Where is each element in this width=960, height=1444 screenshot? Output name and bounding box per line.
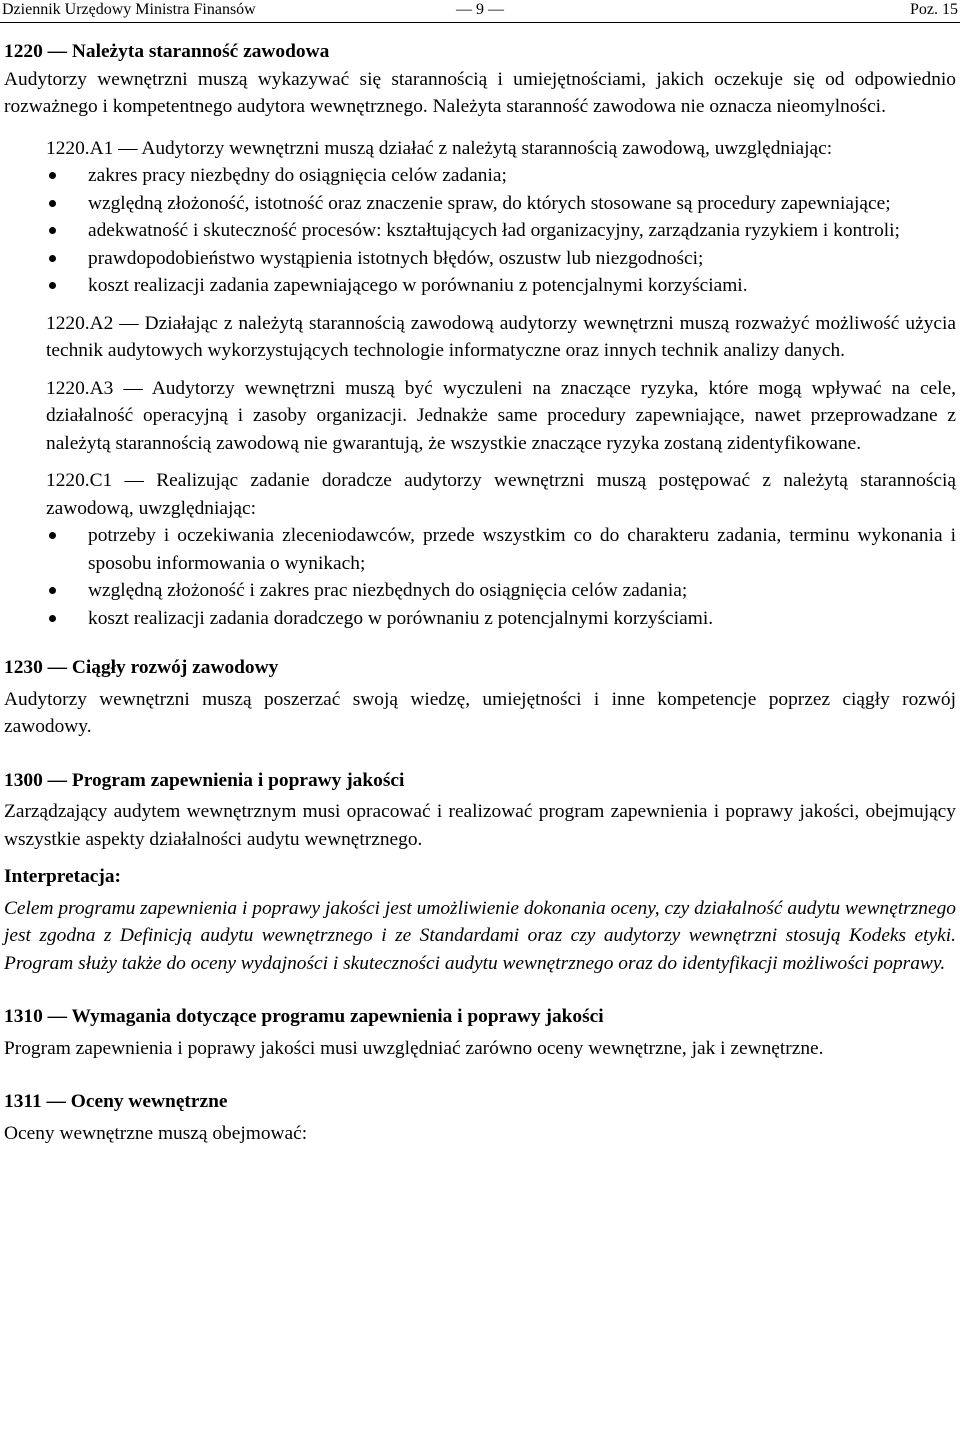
page-number: — 9 — xyxy=(456,1,504,18)
interpretation-label: Interpretacja: xyxy=(4,866,122,887)
standard-1220-a3 xyxy=(4,375,956,458)
section-text-1220: Audytorzy wewnętrzni muszą wykazywać się starannością i umiejętnościami, jakich oczekuje się od odpowiednio rozważnego i kompetentnego audytora wewnętrznego. Należyta staranność zawodowa nie oznacza nieomylności. xyxy=(4,68,956,117)
list-item: prawdopodobieństwo wystąpienia istotnych błędów, oszustw lub niezgodności; xyxy=(4,245,956,273)
journal-title: Dziennik Urzędowy Ministra Finansów xyxy=(2,1,256,18)
standard-1220-a2 xyxy=(4,310,956,365)
bullet-icon xyxy=(49,282,56,289)
position-number: Poz. 15 xyxy=(910,1,958,18)
standard-1220-c1 xyxy=(4,467,956,522)
document-body xyxy=(4,38,956,1147)
standard-text: — Działając z należytą starannością zawodową audytorzy wewnętrzni muszą rozważyć możliwość użycia technik audytowych wykorzystujących technologie informatyczne oraz innych technik analizy danych. xyxy=(46,312,956,361)
bullet-icon xyxy=(49,587,56,594)
list-item: względną złożoność i zakres prac niezbędnych do osiągnięcia celów zadania; xyxy=(4,577,956,605)
section-heading-1310: 1310 — Wymagania dotyczące programu zapewnienia i poprawy jakości xyxy=(4,1006,604,1027)
standard-code: 1220.A3 xyxy=(46,377,114,399)
bullet-list-1220-c1 xyxy=(4,522,956,632)
bullet-icon xyxy=(49,200,56,207)
list-item: adekwatność i skuteczność procesów: kształtujących ład organizacyjny, zarządzania ryzykiem i kontroli; xyxy=(4,217,956,245)
standard-text: — Audytorzy wewnętrzni muszą działać z należytą starannością zawodową, uwzględniając: xyxy=(113,137,833,159)
interpretation-text: Celem programu zapewnienia i poprawy jakości jest umożliwienie dokonania oceny, czy działalność audytu wewnętrznego jest zgodna z Definicją audytu wewnętrznego i ze Standardami oraz czy audytorzy wewnętrzni stosują Kodeks etyki. Program służy także do oceny wydajności i skuteczności audytu wewnętrznego oraz do identyfikacji możliwości poprawy. xyxy=(4,897,956,974)
standard-1220-a1 xyxy=(4,135,956,163)
list-item: względną złożoność, istotność oraz znaczenie spraw, do których stosowane są procedury zapewniające; xyxy=(4,190,956,218)
standard-text: — Audytorzy wewnętrzni muszą być wyczuleni na znaczące ryzyka, które mogą wpływać na cele, działalność operacyjną i zasoby organizacji. Jednakże same procedury zapewniające, nawet przeprowadzane z należytą starannością zawodową nie gwarantują, że wszystkie znaczące ryzyka zostaną zidentyfikowane. xyxy=(46,377,956,454)
bullet-icon xyxy=(49,532,56,539)
section-text-1300: Zarządzający audytem wewnętrznym musi opracować i realizować program zapewnienia i poprawy jakości, obejmujący wszystkie aspekty działalności audytu wewnętrznego. xyxy=(4,801,956,850)
section-heading-1311: 1311 — Oceny wewnętrzne xyxy=(4,1091,228,1112)
list-item: koszt realizacji zadania doradczego w porównaniu z potencjalnymi korzyściami. xyxy=(4,605,956,633)
bullet-icon xyxy=(49,172,56,179)
bullet-icon xyxy=(49,227,56,234)
bullet-list-1220-a1 xyxy=(4,162,956,300)
list-item: potrzeby i oczekiwania zleceniodawców, przede wszystkim co do charakteru zadania, terminu wykonania i sposobu informowania o wynikach; xyxy=(4,522,956,577)
list-item: koszt realizacji zadania zapewniającego w porównaniu z potencjalnymi korzyściami. xyxy=(4,272,956,300)
list-item: zakres pracy niezbędny do osiągnięcia celów zadania; xyxy=(4,162,956,190)
section-heading-1300: 1300 — Program zapewnienia i poprawy jakości xyxy=(4,769,405,791)
bullet-icon xyxy=(49,255,56,262)
page-header xyxy=(0,0,960,23)
section-text-1310: Program zapewnienia i poprawy jakości musi uwzględniać zarówno oceny wewnętrzne, jak i zewnętrzne. xyxy=(4,1037,824,1059)
standard-code: 1220.A1 xyxy=(46,137,114,159)
section-text-1230: Audytorzy wewnętrzni muszą poszerzać swoją wiedzę, umiejętności i inne kompetencje poprzez ciągły rozwój zawodowy. xyxy=(4,688,956,737)
standard-text: — Realizując zadanie doradcze audytorzy wewnętrzni muszą postępować z należytą starannością zawodową, uwzględniając: xyxy=(46,470,956,519)
section-heading-1220: 1220 — Należyta staranność zawodowa xyxy=(4,41,330,62)
standard-code: 1220.A2 xyxy=(46,312,114,334)
section-heading-1230: 1230 — Ciągły rozwój zawodowy xyxy=(4,657,279,678)
standard-code: 1220.C1 xyxy=(46,470,113,491)
section-text-1311: Oceny wewnętrzne muszą obejmować: xyxy=(4,1122,308,1144)
bullet-icon xyxy=(49,615,56,622)
